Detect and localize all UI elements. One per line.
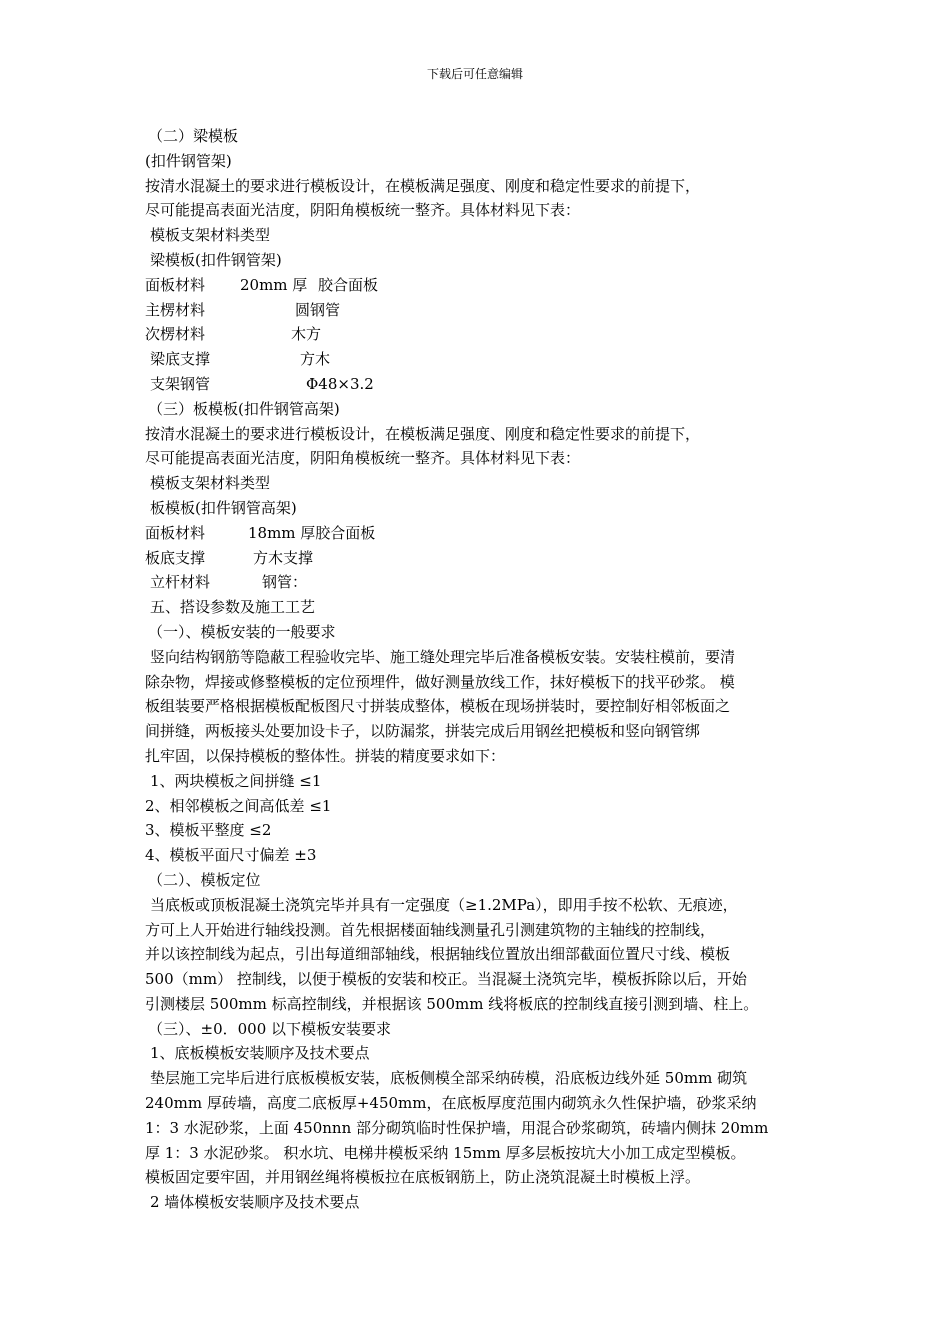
paragraph-line: 厚 1：3 水泥砂浆。 积水坑、电梯井模板采纳 15mm 厚多层板按坑大小加工成定型模板。 xyxy=(145,1143,746,1162)
table-cell: 面板材料 xyxy=(145,523,206,542)
paragraph-line: 引测楼层 500mm 标高控制线，并根据该 500mm 线将板底的控制线直接引测到墙、柱上。 xyxy=(145,994,759,1013)
table-cell: 次楞材料 xyxy=(145,325,206,344)
subsection-heading: （二）、模板定位 xyxy=(148,870,261,889)
table-cell: 梁底支撑 xyxy=(150,350,211,369)
table-caption: 模板支架材料类型 xyxy=(150,474,271,493)
paragraph-line: 并以该控制线为起点，引出每道细部轴线，根据轴线位置放出细部截面位置尺寸线、模板 xyxy=(145,945,731,964)
table-cell: 木方 xyxy=(291,325,322,344)
paragraph-line: 500（mm） 控制线，以便于模板的安装和校正。当混凝土浇筑完毕，模板拆除以后，开始 xyxy=(145,970,747,989)
list-item: 1、两块模板之间拼缝 ≤1 xyxy=(150,771,322,790)
table-cell: Φ48×3.2 xyxy=(306,374,374,393)
table-caption: 梁模板(扣件钢管架) xyxy=(150,250,282,269)
paragraph-line: 竖向结构钢筋等隐蔽工程验收完毕、施工缝处理完毕后准备模板安装。安装柱模前，要清 xyxy=(150,647,736,666)
subsection-heading: （三）、±0．000 以下模板安装要求 xyxy=(148,1019,392,1038)
table-row xyxy=(145,570,815,595)
paragraph-line: 尽可能提高表面光洁度，阴阳角模板统一整齐。具体材料见下表： xyxy=(145,449,581,468)
table-cell: 方木 xyxy=(300,350,331,369)
table-row xyxy=(145,372,815,397)
paragraph-line: 板组装要严格根据模板配板图尺寸拼装成整体，模板在现场拼装时，要控制好相邻板面之 xyxy=(145,697,731,716)
table-caption: 板模板(扣件钢管高架) xyxy=(150,498,297,517)
table-cell: 主楞材料 xyxy=(145,300,206,319)
table-cell: 板底支撑 xyxy=(145,548,206,567)
table-cell: 胶合面板 xyxy=(318,275,379,294)
subsection-heading: 2 墙体模板安装顺序及技术要点 xyxy=(150,1193,360,1212)
paragraph-line: 240mm 厚砖墙，高度二底板厚+450mm，在底板厚度范围内砌筑永久性保护墙，砂浆采纳 xyxy=(145,1094,757,1113)
section-heading-parameters: 五、搭设参数及施工工艺 xyxy=(150,598,316,617)
table-cell: 圆钢管 xyxy=(295,300,341,319)
list-item: 4、模板平面尺寸偏差 ±3 xyxy=(145,846,317,865)
paragraph-line: (扣件钢管架) xyxy=(145,151,232,170)
paragraph-line: 除杂物，焊接或修整模板的定位预埋件，做好测量放线工作，抹好模板下的找平砂浆。 模 xyxy=(145,672,735,691)
section-heading-beam-formwork: （二）梁模板 xyxy=(148,127,239,145)
subsection-heading: （一）、模板安装的一般要求 xyxy=(148,622,336,641)
paragraph-line: 扎牢固，以保持模板的整体性。拼装的精度要求如下： xyxy=(145,746,506,765)
list-item: 2、相邻模板之间高低差 ≤1 xyxy=(145,796,332,815)
table-row xyxy=(145,347,815,372)
document-body xyxy=(145,124,815,1215)
paragraph-line: 按清水混凝土的要求进行模板设计，在模板满足强度、刚度和稳定性要求的前提下， xyxy=(145,424,701,443)
table-cell: 18mm 厚胶合面板 xyxy=(248,523,376,542)
table-row xyxy=(145,273,815,298)
section-heading-slab-formwork: （三）板模板(扣件钢管高架) xyxy=(148,399,340,418)
table-row xyxy=(145,546,815,571)
table-row xyxy=(145,521,815,546)
paragraph-line: 间拼缝，两板接头处要加设卡子，以防漏浆，拼装完成后用钢丝把模板和竖向钢管绑 xyxy=(145,722,701,741)
list-item: 3、模板平整度 ≤2 xyxy=(145,821,272,840)
paragraph-line: 当底板或顶板混凝土浇筑完毕并具有一定强度（≥1.2MPa），即用手按不松软、无痕迹， xyxy=(150,895,738,914)
table-caption: 模板支架材料类型 xyxy=(150,226,271,245)
table-cell: 面板材料 xyxy=(145,275,206,294)
page-header: 下载后可任意编辑 xyxy=(426,67,523,81)
table-row xyxy=(145,298,815,323)
paragraph-line: 垫层施工完毕后进行底板模板安装，底板侧模全部采纳砖模，沿底板边线外延 50mm 砌筑 xyxy=(150,1069,748,1088)
table-cell: 20mm 厚 xyxy=(240,275,308,294)
table-cell: 钢管： xyxy=(262,573,308,592)
subsection-heading: 1、底板模板安装顺序及技术要点 xyxy=(150,1044,370,1063)
paragraph-line: 方可上人开始进行轴线投测。首先根据楼面轴线测量孔引测建筑物的主轴线的控制线， xyxy=(145,920,716,939)
table-row xyxy=(145,322,815,347)
paragraph-line: 尽可能提高表面光洁度，阴阳角模板统一整齐。具体材料见下表： xyxy=(145,201,581,220)
material-table-slab xyxy=(145,521,815,595)
paragraph-line: 模板固定要牢固，并用钢丝绳将模板拉在底板钢筋上，防止浇筑混凝土时模板上浮。 xyxy=(145,1168,701,1187)
material-table-beam xyxy=(145,273,815,397)
table-cell: 方木支撑 xyxy=(253,548,314,567)
table-cell: 立杆材料 xyxy=(150,573,211,592)
table-cell: 支架钢管 xyxy=(150,374,211,393)
paragraph-line: 1：3 水泥砂浆，上面 450nnn 部分砌筑临时性保护墙，用混合砂浆砌筑，砖墙内侧抹 20mm xyxy=(145,1118,769,1137)
paragraph-line: 按清水混凝土的要求进行模板设计，在模板满足强度、刚度和稳定性要求的前提下， xyxy=(145,176,701,195)
